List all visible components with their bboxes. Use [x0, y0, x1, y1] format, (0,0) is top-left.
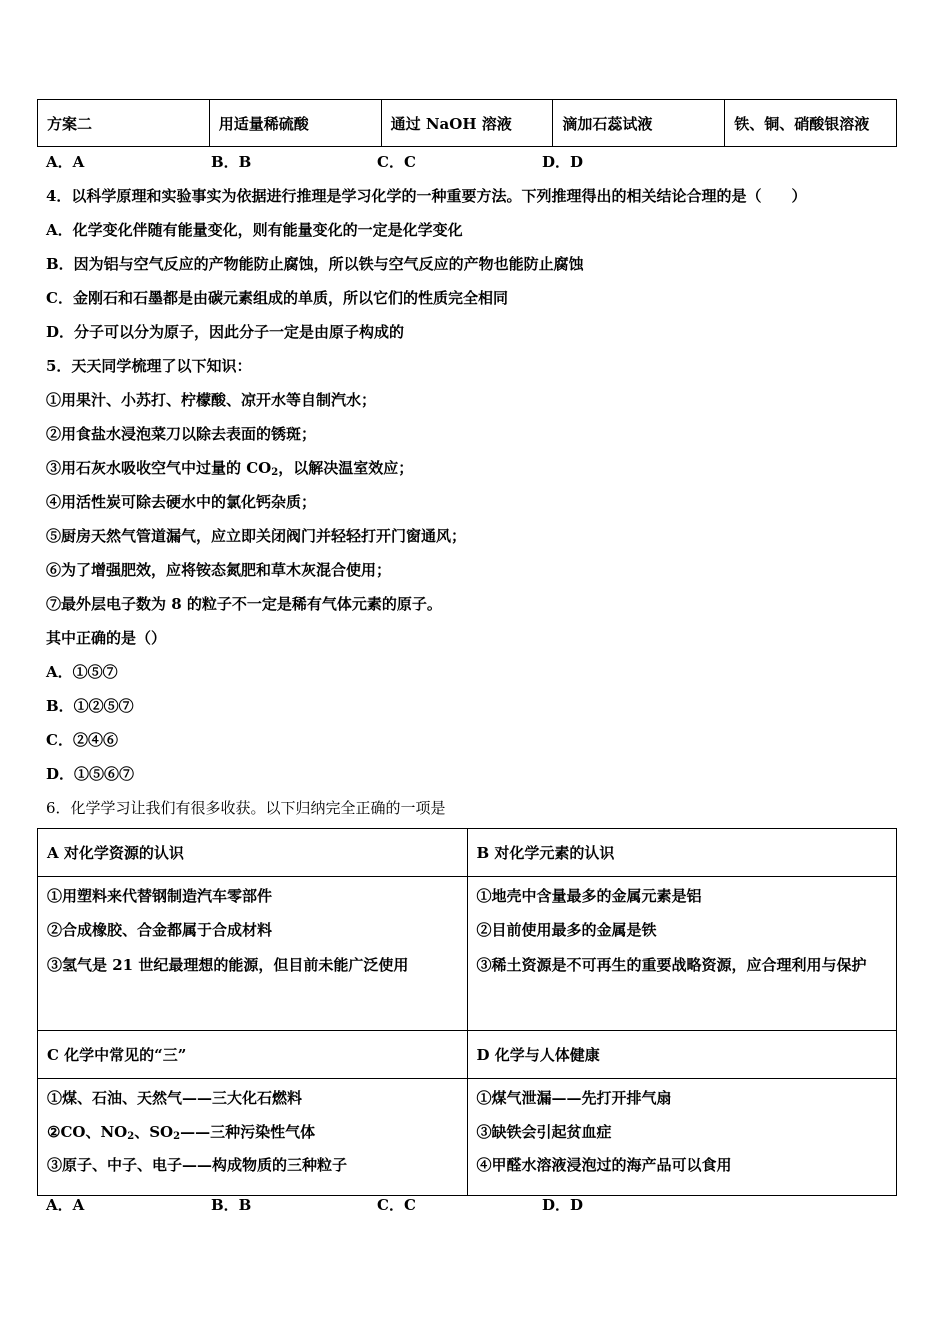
option-c[interactable]: C．C	[377, 153, 416, 171]
table-row	[38, 100, 897, 147]
table-row	[38, 877, 897, 1031]
q5-item-5: ⑤厨房天然气管道漏气，应立即关闭阀门并轻轻打开门窗通风；	[46, 527, 467, 545]
cell-d-body	[467, 1079, 897, 1196]
q5-item-6: ⑥为了增强肥效，应将铵态氮肥和草木灰混合使用；	[46, 561, 392, 579]
q5-option-b[interactable]: B．①②⑤⑦	[46, 697, 134, 715]
q6-stem: 6．化学学习让我们有很多收获。以下归纳完全正确的一项是	[46, 799, 446, 817]
cell-line: ①用塑料来代替钢制造汽车零部件	[47, 887, 273, 905]
option-a[interactable]: A．A	[46, 1196, 85, 1214]
cell-b-head: B 对化学元素的认识	[467, 829, 897, 877]
cell-a-head: A 对化学资源的认识	[38, 829, 468, 877]
cell-line: ②目前使用最多的金属是铁	[476, 920, 657, 939]
cell-a-body	[38, 877, 468, 1031]
option-b[interactable]: B．B	[211, 1196, 252, 1214]
cell-line: ①地壳中含量最多的金属元素是铝	[476, 887, 702, 905]
cell-line: ③原子、中子、电子——构成物质的三种粒子	[47, 1156, 348, 1174]
option-d[interactable]: D．D	[542, 153, 584, 171]
q4-option-a[interactable]: A．化学变化伴随有能量变化，则有能量变化的一定是化学变化	[46, 221, 463, 239]
q5-option-d[interactable]: D．①⑤⑥⑦	[46, 765, 135, 783]
q5-item-7: ⑦最外层电子数为 8 的粒子不一定是稀有气体元素的原子。	[46, 595, 442, 613]
q5-question: 其中正确的是（）	[46, 629, 167, 647]
q5-item-2: ②用食盐水浸泡菜刀以除去表面的锈斑；	[46, 425, 317, 443]
cell-line: ③稀土资源是不可再生的重要战略资源，应合理利用与保护	[476, 956, 867, 974]
cell-b-body	[467, 877, 897, 1031]
cell-c-body	[38, 1079, 468, 1196]
q5-stem: 5．天天同学梳理了以下知识：	[46, 357, 252, 375]
table-cell: 滴加石蕊试液	[553, 100, 725, 147]
table-cell: 方案二	[38, 100, 210, 147]
option-b[interactable]: B．B	[211, 153, 252, 171]
cell-c-head: C 化学中常见的“三”	[38, 1031, 468, 1079]
q5-item-1: ①用果汁、小苏打、柠檬酸、凉开水等自制汽水；	[46, 391, 377, 409]
q5-item-3: ③用石灰水吸收空气中过量的 $CO_2$，以解决温室效应；	[46, 459, 414, 478]
option-a[interactable]: A．A	[46, 153, 85, 171]
option-d[interactable]: D．D	[542, 1196, 584, 1214]
q4-option-d[interactable]: D．分子可以分为原子，因此分子一定是由原子构成的	[46, 323, 405, 341]
cell-line: ①煤气泄漏——先打开排气扇	[476, 1089, 672, 1107]
table-cell: 铁、铜、硝酸银溶液	[725, 100, 897, 147]
q4-option-c[interactable]: C．金刚石和石墨都是由碳元素组成的单质，所以它们的性质完全相同	[46, 289, 508, 307]
q4-option-b[interactable]: B．因为铝与空气反应的产物能防止腐蚀，所以铁与空气反应的产物也能防止腐蚀	[46, 255, 584, 273]
cell-line: ③缺铁会引起贫血症	[476, 1122, 612, 1141]
q5-item-4: ④用活性炭可除去硬水中的氯化钙杂质；	[46, 493, 317, 511]
cell-line: ①煤、石油、天然气——三大化石燃料	[47, 1089, 303, 1107]
cell-line: ④甲醛水溶液浸泡过的海产品可以食用	[476, 1156, 732, 1174]
cell-line: ②合成橡胶、合金都属于合成材料	[47, 920, 273, 939]
q4-stem: 4．以科学原理和实验事实为依据进行推理是学习化学的一种重要方法。下列推理得出的相关结论合理的是（ ）	[46, 187, 807, 205]
table-cell: 用适量稀硫酸	[209, 100, 381, 147]
summary-table	[37, 828, 897, 1196]
q5-option-a[interactable]: A．①⑤⑦	[46, 663, 118, 681]
option-c[interactable]: C．C	[377, 1196, 416, 1214]
table-row	[38, 829, 897, 877]
cell-line: ③氢气是 21 世纪最理想的能源，但目前未能广泛使用	[47, 956, 409, 974]
q5-option-c[interactable]: C．②④⑥	[46, 731, 118, 749]
table-row	[38, 1079, 897, 1196]
table-cell: 通过 NaOH 溶液	[381, 100, 553, 147]
cell-line: ②CO、$NO_2$、$SO_2——$三种污染性气体	[47, 1122, 316, 1142]
experiment-table	[37, 99, 897, 147]
cell-d-head: D 化学与人体健康	[467, 1031, 897, 1079]
table-row	[38, 1031, 897, 1079]
